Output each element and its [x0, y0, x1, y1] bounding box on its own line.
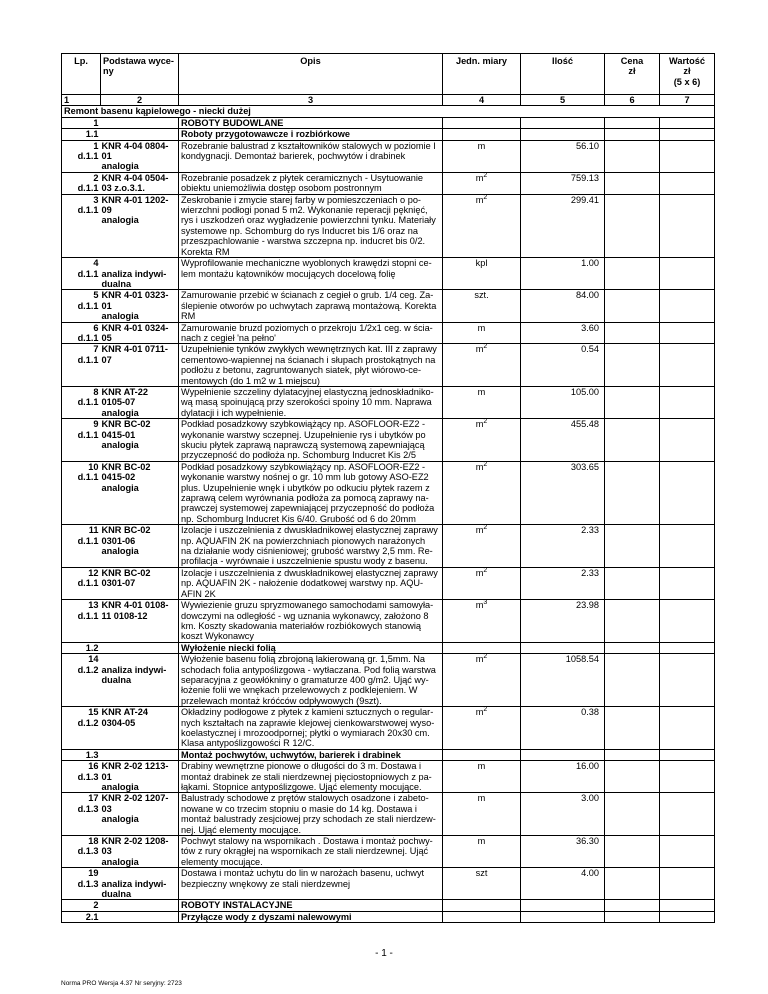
header-basis: Podstawa wyce- ny — [101, 54, 179, 95]
item-description: Pochwyt stalowy na wspornikach . Dostawa i montaż pochwy- tów z rury okrągłej na wspornikach ze stali nierdzewnej. Ująć elementy mocujące. — [179, 836, 443, 868]
unit-label: m — [475, 344, 484, 355]
unit-of-measure — [443, 761, 521, 793]
line-value — [660, 600, 715, 643]
unit-price — [605, 344, 660, 387]
position-chapter: d.1.1 — [77, 610, 99, 621]
unit-of-measure — [443, 600, 521, 643]
unit-of-measure — [443, 419, 521, 462]
position-chapter: d.1.1 — [77, 354, 99, 365]
position-index: 17 — [88, 793, 99, 804]
position-chapter: d.1.1 — [77, 205, 99, 216]
quantity: 3.60 — [521, 322, 605, 344]
position-number — [62, 194, 101, 257]
position-number — [62, 654, 101, 707]
quantity: 0.54 — [521, 344, 605, 387]
position-index: 3 — [93, 194, 99, 205]
cost-estimate-sheet — [61, 53, 714, 923]
unit-price — [605, 654, 660, 707]
line-value — [660, 344, 715, 387]
section-basis — [101, 642, 179, 653]
unit-exponent: 2 — [483, 460, 488, 468]
pricing-basis: analiza indywi- dualna — [101, 258, 179, 290]
unit-of-measure — [443, 386, 521, 418]
unit-price — [605, 836, 660, 868]
section-title: Przyłącze wody z dyszami nalewowymi — [179, 911, 443, 922]
pricing-basis: KNR BC-02 0301-07 — [101, 567, 179, 599]
section-title: Montaż pochwytów, uchwytów, barierek i drabinek — [179, 749, 443, 760]
line-value — [660, 322, 715, 344]
item-description: Wypełnienie szczeliny dylatacyjnej elastyczną jednoskładniko- wą masą spoinującą przy szerokości spoiny 10 mm. Naprawa dylatacji i ich wypełnienie. — [179, 386, 443, 418]
header-description: Opis — [179, 54, 443, 95]
section-price — [605, 117, 660, 128]
column-number: 7 — [660, 95, 715, 106]
line-value — [660, 290, 715, 322]
unit-price — [605, 567, 660, 599]
quantity: 455.48 — [521, 419, 605, 462]
position-number — [62, 600, 101, 643]
column-number: 6 — [605, 95, 660, 106]
section-title: Wyłożenie niecki folią — [179, 642, 443, 653]
column-number: 2 — [101, 95, 179, 106]
item-description: Uzupełnienie tynków zwykłych wewnętrznych kat. III z zaprawy cementowo-wapiennej na ścianach i słupach prostokątnych na podłożu z betonu, zagruntowanych siatek, płyt wiórowo-ce- mentowych (do 1 m2 w 1 miejscu) — [179, 344, 443, 387]
unit-of-measure — [443, 654, 521, 707]
position-index: 7 — [93, 344, 99, 355]
unit-of-measure — [443, 836, 521, 868]
section-unit — [443, 129, 521, 140]
unit-exponent: 2 — [483, 706, 488, 714]
pricing-basis: KNR 4-01 0711- 07 — [101, 344, 179, 387]
section-number: 2.1 — [62, 911, 101, 922]
line-value — [660, 419, 715, 462]
quantity: 0.38 — [521, 707, 605, 750]
section-unit — [443, 911, 521, 922]
unit-exponent: 2 — [483, 193, 488, 201]
unit-label: m — [477, 386, 486, 397]
position-index: 9 — [93, 419, 99, 430]
table-row — [62, 567, 715, 599]
section-number: 1.1 — [62, 129, 101, 140]
quantity: 1.00 — [521, 258, 605, 290]
column-number: 3 — [179, 95, 443, 106]
column-number: 1 — [62, 95, 101, 106]
unit-label: m — [477, 836, 486, 847]
line-value — [660, 793, 715, 836]
position-chapter: d.1.1 — [77, 578, 99, 589]
pricing-basis: KNR BC-02 0301-06 analogia — [101, 525, 179, 568]
position-index: 1 — [93, 140, 99, 151]
table-row — [62, 461, 715, 524]
unit-price — [605, 290, 660, 322]
pricing-basis: KNR 4-01 0323- 01 analogia — [101, 290, 179, 322]
line-value — [660, 567, 715, 599]
quantity: 1058.54 — [521, 654, 605, 707]
table-row — [62, 761, 715, 793]
estimate-title-row — [62, 106, 715, 117]
item-description: Rozebranie balustrad z kształtowników stalowych w poziomie I kondygnacji. Demontaż barierek, pochwytów i drabinek — [179, 140, 443, 172]
section-value — [660, 129, 715, 140]
section-unit — [443, 749, 521, 760]
position-number — [62, 322, 101, 344]
section-number: 1.2 — [62, 642, 101, 653]
section-number: 1.3 — [62, 749, 101, 760]
section-title: Roboty przygotowawcze i rozbiórkowe — [179, 129, 443, 140]
section-qty — [521, 642, 605, 653]
quantity: 2.33 — [521, 567, 605, 599]
pricing-basis: KNR 4-01 1202- 09 analogia — [101, 194, 179, 257]
unit-price — [605, 140, 660, 172]
line-value — [660, 461, 715, 524]
quantity: 3.00 — [521, 793, 605, 836]
position-chapter: d.1.1 — [77, 300, 99, 311]
unit-of-measure — [443, 707, 521, 750]
position-index: 6 — [93, 322, 99, 333]
position-number — [62, 868, 101, 900]
section-row — [62, 749, 715, 760]
quantity: 4.00 — [521, 868, 605, 900]
unit-label: m — [475, 567, 484, 578]
table-row — [62, 322, 715, 344]
section-basis — [101, 749, 179, 760]
position-chapter: d.1.2 — [77, 664, 99, 675]
quantity: 303.65 — [521, 461, 605, 524]
section-value — [660, 117, 715, 128]
section-price — [605, 642, 660, 653]
line-value — [660, 525, 715, 568]
pricing-basis: KNR 4-04 0804- 01 analogia — [101, 140, 179, 172]
unit-exponent: 2 — [483, 566, 488, 574]
section-title: ROBOTY BUDOWLANE — [179, 117, 443, 128]
section-qty — [521, 749, 605, 760]
header-unit: Jedn. miary — [443, 54, 521, 95]
column-number: 5 — [521, 95, 605, 106]
unit-label: m — [475, 194, 484, 205]
quantity: 84.00 — [521, 290, 605, 322]
unit-label: m — [475, 461, 484, 472]
position-index: 13 — [88, 600, 99, 611]
quantity: 36.30 — [521, 836, 605, 868]
item-description: Dostawa i montaż uchytu do lin w narożach basenu, uchwyt bezpieczny wnękowy ze stali nierdzewnej — [179, 868, 443, 900]
table-row — [62, 654, 715, 707]
position-index: 11 — [88, 525, 99, 536]
section-row — [62, 129, 715, 140]
cost-estimate-table — [61, 53, 715, 923]
position-chapter: d.1.1 — [77, 472, 99, 483]
table-row — [62, 836, 715, 868]
unit-price — [605, 172, 660, 194]
table-row — [62, 707, 715, 750]
section-unit — [443, 117, 521, 128]
unit-exponent: 2 — [483, 171, 488, 179]
unit-of-measure — [443, 258, 521, 290]
line-value — [660, 172, 715, 194]
unit-of-measure — [443, 525, 521, 568]
pricing-basis: analiza indywi- dualna — [101, 868, 179, 900]
section-value — [660, 900, 715, 911]
section-row — [62, 900, 715, 911]
section-number: 2 — [62, 900, 101, 911]
unit-label: m — [475, 419, 484, 430]
position-number — [62, 140, 101, 172]
item-description: Izolacje i uszczelnienia z dwuskładnikowej elastycznej zaprawy np. AQUAFIN 2K - nałożenie dodatkowej warstwy np. AQU- AFIN 2K — [179, 567, 443, 599]
unit-of-measure — [443, 344, 521, 387]
position-index: 2 — [93, 172, 99, 183]
table-row — [62, 419, 715, 462]
unit-price — [605, 600, 660, 643]
section-basis — [101, 117, 179, 128]
pricing-basis: KNR 4-01 0108- 11 0108-12 — [101, 600, 179, 643]
line-value — [660, 707, 715, 750]
line-value — [660, 258, 715, 290]
quantity: 16.00 — [521, 761, 605, 793]
section-qty — [521, 900, 605, 911]
unit-label: szt. — [474, 290, 489, 301]
position-number — [62, 461, 101, 524]
position-chapter: d.1.1 — [77, 268, 99, 279]
unit-of-measure — [443, 461, 521, 524]
item-description: Rozebranie posadzek z płytek ceramicznych - Usytuowanie obiektu uniemożliwia dostęp osobom postronnym — [179, 172, 443, 194]
position-chapter: d.1.3 — [77, 771, 99, 782]
header-value: Wartość zł (5 x 6) — [660, 54, 715, 95]
section-basis — [101, 911, 179, 922]
section-price — [605, 129, 660, 140]
unit-price — [605, 258, 660, 290]
unit-label: m — [475, 654, 484, 665]
section-row — [62, 911, 715, 922]
position-index: 5 — [93, 290, 99, 301]
quantity: 105.00 — [521, 386, 605, 418]
item-description: Podkład posadzkowy szybkowiążący np. ASOFLOOR-EZ2 - wykonanie warstwy nośnej o gr. 10 mm lub gotowy ASO-EZ2 plus. Uzupełnienie wnęk i ubytków po odkuciu płytek razem z zaprawą celem wyrównania podłoża za pomocą zaprawy na- prawczej systemowej zapewniającej przyczepność do podłoża np. Schomburg Inducret Kis 6/40. Grubość od 6 do 20mm — [179, 461, 443, 524]
software-note: Norma PRO Wersja 4.37 Nr seryjny: 2723 — [61, 980, 182, 987]
section-price — [605, 900, 660, 911]
position-chapter: d.1.1 — [77, 183, 99, 194]
line-value — [660, 386, 715, 418]
position-index: 14 — [88, 654, 99, 665]
position-number — [62, 793, 101, 836]
position-number — [62, 344, 101, 387]
position-number — [62, 567, 101, 599]
header-lp: Lp. — [62, 54, 101, 95]
unit-label: m — [477, 322, 486, 333]
position-chapter: d.1.1 — [77, 535, 99, 546]
section-qty — [521, 911, 605, 922]
table-row — [62, 290, 715, 322]
unit-label: kpl — [475, 258, 488, 269]
position-index: 19 — [88, 868, 99, 879]
position-number — [62, 836, 101, 868]
quantity: 759.13 — [521, 172, 605, 194]
section-row — [62, 117, 715, 128]
position-number — [62, 258, 101, 290]
unit-price — [605, 525, 660, 568]
item-description: Izolacje i uszczelnienia z dwuskładnikowej elastycznej zaprawy np. AQUAFIN 2K na powierzchniach pionowych narażonych na działanie wody ciśnieniowej; grubość warstwy 2,5 mm. Re- profilacja - wyrównaie i uszczelnienie spustu wody z basenu. — [179, 525, 443, 568]
item-description: Drabiny wewnętrzne pionowe o długości do 3 m. Dostawa i montaż drabinek ze stali nierdzewnej pięciostopniowych z pa- łąkami. Stopnice antypoślizgowe. Ująć elementy mocujące. — [179, 761, 443, 793]
unit-exponent: 2 — [483, 418, 488, 426]
pricing-basis: KNR 4-01 0324- 05 — [101, 322, 179, 344]
section-number: 1 — [62, 117, 101, 128]
pricing-basis: analiza indywi- dualna — [101, 654, 179, 707]
section-basis — [101, 129, 179, 140]
unit-price — [605, 761, 660, 793]
position-index: 12 — [88, 567, 99, 578]
position-index: 15 — [88, 707, 99, 718]
section-unit — [443, 900, 521, 911]
line-value — [660, 836, 715, 868]
section-row — [62, 642, 715, 653]
pricing-basis: KNR 2-02 1207- 03 analogia — [101, 793, 179, 836]
unit-label: m — [475, 707, 484, 718]
table-row — [62, 386, 715, 418]
column-number-row — [62, 95, 715, 106]
quantity: 23.98 — [521, 600, 605, 643]
unit-exponent: 2 — [483, 343, 488, 351]
pricing-basis: KNR 2-02 1213- 01 analogia — [101, 761, 179, 793]
unit-price — [605, 868, 660, 900]
unit-of-measure — [443, 194, 521, 257]
section-value — [660, 749, 715, 760]
position-number — [62, 172, 101, 194]
position-number — [62, 419, 101, 462]
item-description: Wyprofilowanie mechaniczne wyoblonych krawędzi stopni ce- lem montażu kątowników mocujących docelową folię — [179, 258, 443, 290]
quantity: 299.41 — [521, 194, 605, 257]
unit-label: m — [477, 761, 486, 772]
unit-price — [605, 707, 660, 750]
section-price — [605, 749, 660, 760]
position-chapter: d.1.1 — [77, 151, 99, 162]
item-description: Wyłożenie basenu folią zbrojoną lakierowaną gr. 1,5mm. Na schodach folia antypoślizgowa - wytłaczana. Pod folią warstwa separacyjna z geowłókniny o gramaturze 400 g/m2. Ująć wy- łożenie folii we wnękach przelewowych z podklejeniem. W przelewach montaż króćców odpływowych (9szt). — [179, 654, 443, 707]
page-number: - 1 - — [375, 948, 393, 959]
unit-label: m — [475, 525, 484, 536]
section-qty — [521, 129, 605, 140]
line-value — [660, 140, 715, 172]
pricing-basis: KNR BC-02 0415-02 analogia — [101, 461, 179, 524]
position-chapter: d.1.2 — [77, 717, 99, 728]
header-price: Cena zł — [605, 54, 660, 95]
line-value — [660, 868, 715, 900]
unit-of-measure — [443, 140, 521, 172]
section-value — [660, 642, 715, 653]
item-description: Zeskrobanie i zmycie starej farby w pomieszczeniach o po- wierzchni podłogi ponad 5 m2. Wykonanie reperacji pęknięć, rys i uszkodzeń oraz wygładzenie powierzchni tynku. Materiały systemowe np. Schomburg do rys Inducret bis 1/6 oraz na przeszpachlowanie - warstwa szczepna np. inducret bis 0/2. Korekta RM — [179, 194, 443, 257]
unit-price — [605, 194, 660, 257]
table-row — [62, 172, 715, 194]
line-value — [660, 194, 715, 257]
position-index: 4 — [93, 258, 99, 269]
position-chapter: d.1.1 — [77, 397, 99, 408]
table-row — [62, 868, 715, 900]
section-value — [660, 911, 715, 922]
section-title: ROBOTY INSTALACYJNE — [179, 900, 443, 911]
unit-of-measure — [443, 172, 521, 194]
item-description: Balustrady schodowe z prętów stalowych osadzone i zabeto- nowane w co trzecim stopniu o masie do 14 kg. Dostawa i montaż balustrady zesjciowej przy schodach ze stali nierdzew- nej. Ująć elementy mocujące. — [179, 793, 443, 836]
unit-of-measure — [443, 567, 521, 599]
unit-label: m — [477, 140, 486, 151]
unit-label: szt — [475, 868, 488, 879]
item-description: Podkład posadzkowy szybkowiążący np. ASOFLOOR-EZ2 - wykonanie warstwy sczepnej. Uzupełnienie rys i ubytków po skuciu płytek zaprawą naprawczą systemową zapewniającą przyczepność do podłoża np. Schomburg Inducret Kis 2/5 — [179, 419, 443, 462]
unit-of-measure — [443, 290, 521, 322]
unit-of-measure — [443, 793, 521, 836]
position-number — [62, 386, 101, 418]
position-index: 8 — [93, 386, 99, 397]
item-description: Wywiezienie gruzu spryzmowanego samochodami samowyła- dowczymi na odległość - wg uznania wykonawcy, założono 8 km. Koszty skadowania materiałów rozbiókowych stanowią koszt Wykonawcy — [179, 600, 443, 643]
quantity: 2.33 — [521, 525, 605, 568]
item-description: Okładziny podłogowe z płytek z kamieni sztucznych o regular- nych kształtach na zaprawie klejowej cienkowarstwowej wyso- koelastycznej i mrozoodpornej; płytki o wymiarach 20x30 cm. Klasa antypoślizgowości R 12/C. — [179, 707, 443, 750]
table-row — [62, 258, 715, 290]
position-index: 16 — [88, 761, 99, 772]
unit-of-measure — [443, 868, 521, 900]
unit-price — [605, 322, 660, 344]
unit-label: m — [475, 172, 484, 183]
position-number — [62, 761, 101, 793]
position-number — [62, 290, 101, 322]
table-header-row — [62, 54, 715, 95]
item-description: Zamurowanie bruzd poziomych o przekroju 1/2x1 ceg. w ścia- nach z cegieł 'na pełno' — [179, 322, 443, 344]
pricing-basis: KNR AT-24 0304-05 — [101, 707, 179, 750]
position-chapter: d.1.3 — [77, 846, 99, 857]
unit-label: m — [475, 600, 484, 611]
position-chapter: d.1.1 — [77, 429, 99, 440]
pricing-basis: KNR BC-02 0415-01 analogia — [101, 419, 179, 462]
section-price — [605, 911, 660, 922]
line-value — [660, 761, 715, 793]
section-unit — [443, 642, 521, 653]
table-row — [62, 344, 715, 387]
table-row — [62, 600, 715, 643]
section-basis — [101, 900, 179, 911]
table-row — [62, 793, 715, 836]
unit-exponent: 3 — [483, 599, 488, 607]
position-index: 10 — [88, 461, 99, 472]
pricing-basis: KNR 2-02 1208- 03 analogia — [101, 836, 179, 868]
table-row — [62, 525, 715, 568]
position-index: 18 — [88, 836, 99, 847]
unit-exponent: 2 — [483, 524, 488, 532]
estimate-title: Remont basenu kąpielowego - niecki dużej — [62, 106, 715, 117]
unit-exponent: 2 — [483, 653, 488, 661]
unit-price — [605, 386, 660, 418]
unit-price — [605, 419, 660, 462]
column-number: 4 — [443, 95, 521, 106]
unit-price — [605, 793, 660, 836]
section-qty — [521, 117, 605, 128]
line-value — [660, 654, 715, 707]
position-chapter: d.1.3 — [77, 803, 99, 814]
position-number — [62, 707, 101, 750]
header-quantity: Ilość — [521, 54, 605, 95]
table-row — [62, 140, 715, 172]
pricing-basis: KNR AT-22 0105-07 analogia — [101, 386, 179, 418]
item-description: Zamurowanie przebić w ścianach z cegieł o grub. 1/4 ceg. Za- ślepienie otworów po uchwytach zaprawą montażową. Korekta RM — [179, 290, 443, 322]
position-chapter: d.1.3 — [77, 878, 99, 889]
unit-of-measure — [443, 322, 521, 344]
pricing-basis: KNR 4-04 0504- 03 z.o.3.1. — [101, 172, 179, 194]
unit-label: m — [477, 793, 486, 804]
unit-price — [605, 461, 660, 524]
table-row — [62, 194, 715, 257]
position-number — [62, 525, 101, 568]
position-chapter: d.1.1 — [77, 332, 99, 343]
quantity: 56.10 — [521, 140, 605, 172]
